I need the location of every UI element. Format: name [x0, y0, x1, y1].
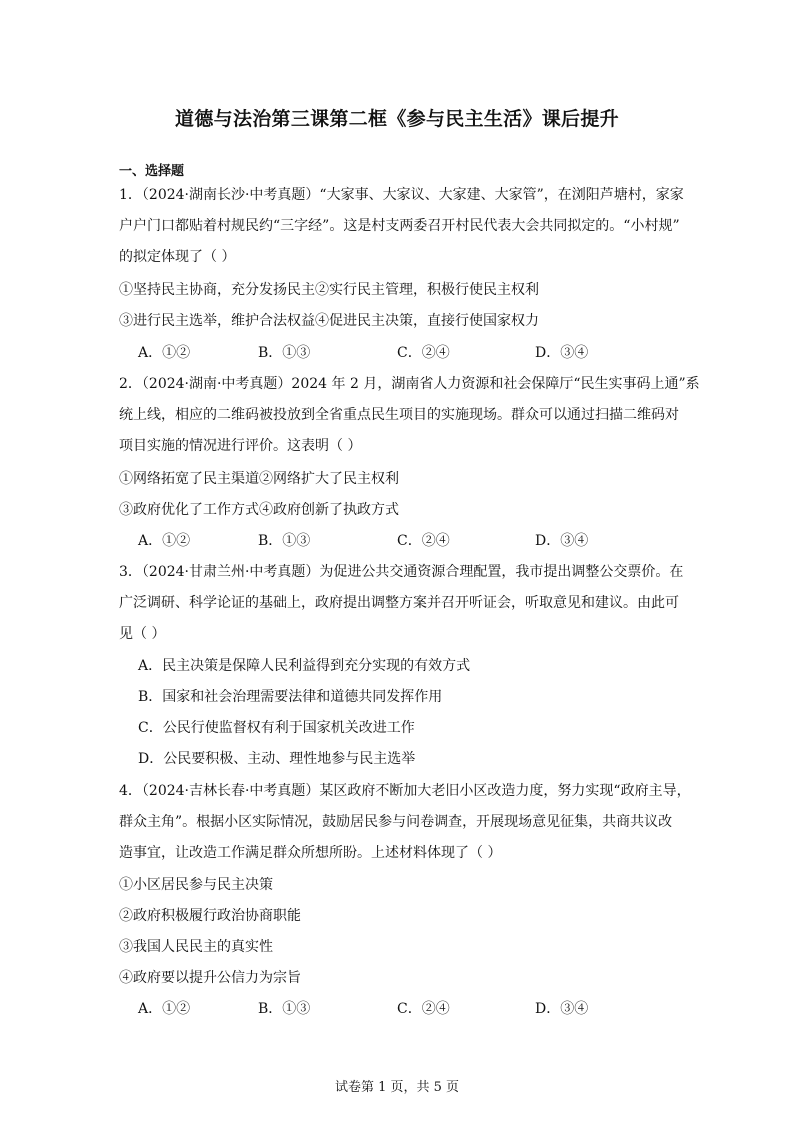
question-2-line-5: ③政府优化了工作方式④政府创新了执政方式	[119, 502, 399, 518]
question-2-line-3: 项目实施的情况进行评价。这表明（ ）	[119, 438, 362, 454]
option-a: A．民主决策是保障人民利益得到充分实现的有效方式	[138, 658, 471, 674]
option-c: C．公民行使监督权有利于国家机关改进工作	[138, 720, 415, 736]
option-d: D．③④	[535, 533, 589, 549]
option-d: D．③④	[535, 345, 589, 361]
option-b: B．①③	[258, 533, 311, 549]
option-a: A．①②	[138, 345, 191, 361]
question-3-line-3: 见（ ）	[119, 626, 166, 642]
question-4-line-3: 造事宜，让改造工作满足群众所想所盼。上述材料体现了（ ）	[119, 845, 502, 861]
question-4-line-6: ③我国人民民主的真实性	[119, 939, 273, 955]
option-d: D．公民要积极、主动、理性地参与民主选举	[138, 751, 416, 767]
question-2-line-1: 2．（2024·湖南·中考真题）2024 年 2 月，湖南省人力资源和社会保障厅“民生实事码上通”系	[119, 376, 700, 392]
question-4-line-7: ④政府要以提升公信力为宗旨	[119, 970, 301, 986]
question-1-line-3: 的拟定体现了（ ）	[119, 249, 236, 265]
option-a: A．①②	[138, 533, 191, 549]
question-4-line-1: 4．（2024·吉林长春·中考真题）某区政府不断加大老旧小区改造力度，努力实现“政府主导，	[119, 783, 691, 799]
option-c: C．②④	[397, 1001, 450, 1017]
option-a: A．①②	[138, 1001, 191, 1017]
question-1-line-5: ③进行民主选举，维护合法权益④促进民主决策，直接行使国家权力	[119, 313, 539, 329]
question-1-line-1: 1．（2024·湖南长沙·中考真题）“大家事、大家议、大家建、大家管”，在浏阳芦塘村，家家	[119, 187, 684, 203]
page-title: 道德与法治第三课第二框《参与民主生活》课后提升	[175, 108, 619, 130]
option-c: C．②④	[397, 533, 450, 549]
section-heading: 一、选择题	[119, 164, 185, 179]
option-b: B．国家和社会治理需要法律和道德共同发挥作用	[138, 689, 443, 705]
question-1-line-2: 户户门口都贴着村规民约“三字经”。这是村支两委召开村民代表大会共同拟定的。“小村规”	[119, 218, 680, 234]
question-4-line-2: 群众主角”。根据小区实际情况，鼓励居民参与问卷调查，开展现场意见征集，共商共议改	[119, 814, 673, 830]
question-4-line-4: ①小区居民参与民主决策	[119, 877, 273, 893]
option-c: C．②④	[397, 345, 450, 361]
page-footer: 试卷第 1 页，共 5 页	[334, 1080, 460, 1095]
option-b: B．①③	[258, 345, 311, 361]
option-b: B．①③	[258, 1001, 311, 1017]
option-d: D．③④	[535, 1001, 589, 1017]
question-3-line-2: 广泛调研、科学论证的基础上，政府提出调整方案并召开听证会，听取意见和建议。由此可	[119, 595, 679, 611]
question-2-line-4: ①网络拓宽了民主渠道②网络扩大了民主权利	[119, 471, 399, 487]
question-1-line-4: ①坚持民主协商，充分发扬民主②实行民主管理，积极行使民主权利	[119, 282, 539, 298]
question-3-line-1: 3．（2024·甘肃兰州·中考真题）为促进公共交通资源合理配置，我市提出调整公交票价。在	[119, 564, 684, 580]
question-2-line-2: 统上线，相应的二维码被投放到全省重点民生项目的实施现场。群众可以通过扫描二维码对	[119, 407, 679, 423]
question-4-line-5: ②政府积极履行政治协商职能	[119, 908, 301, 924]
